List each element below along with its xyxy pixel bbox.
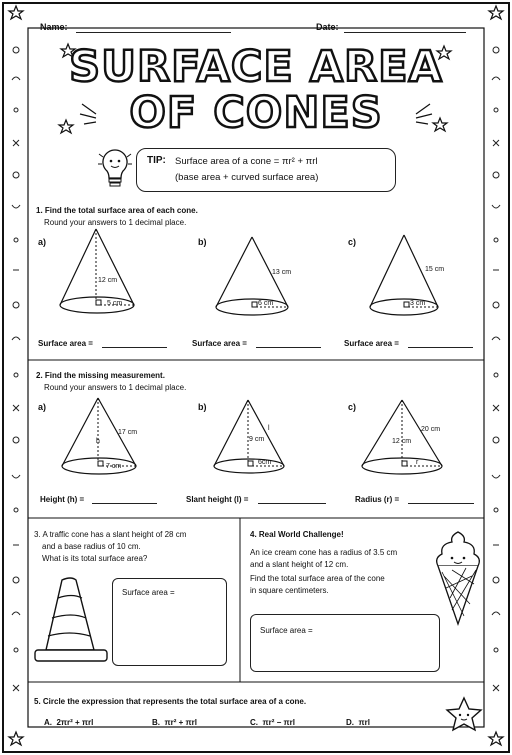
q4-heading: 4. Real World Challenge! bbox=[250, 530, 344, 539]
q3-line-2: and a base radius of 10 cm. bbox=[42, 542, 141, 551]
q4-line-4: in square centimeters. bbox=[250, 586, 329, 595]
q1b-cone bbox=[212, 233, 292, 319]
lightbulb-icon bbox=[97, 146, 133, 192]
q5-option-b-letter: B. bbox=[152, 718, 160, 727]
q5-option-d-expr: πrl bbox=[358, 718, 370, 727]
tip-formula: Surface area of a cone = πr² + πrl bbox=[175, 156, 318, 167]
q1c-answer-line[interactable] bbox=[408, 347, 473, 348]
q5-option-d[interactable] bbox=[346, 718, 370, 727]
q1c-radius: 3 cm bbox=[410, 300, 426, 307]
q5-option-b[interactable] bbox=[152, 718, 197, 727]
q1a-letter: a) bbox=[38, 237, 47, 247]
q5-option-a-letter: A. bbox=[44, 718, 52, 727]
q4-answer-box[interactable] bbox=[250, 614, 440, 672]
tip-label: TIP: bbox=[147, 155, 166, 166]
q1b-answer-line[interactable] bbox=[256, 347, 321, 348]
q2b-answer-line[interactable] bbox=[258, 503, 326, 504]
q2b-answer-label: Slant height (l) = bbox=[186, 495, 249, 504]
q2a-height: h bbox=[96, 438, 100, 445]
q2c-answer-line[interactable] bbox=[408, 503, 474, 504]
q1a-radius: 5 cm bbox=[107, 300, 123, 307]
traffic-cone-icon bbox=[32, 574, 110, 666]
q1a-answer-line[interactable] bbox=[102, 347, 167, 348]
q2c-letter: c) bbox=[348, 402, 357, 412]
q1-heading: 1. Find the total surface area of each cone. bbox=[36, 206, 198, 215]
q2c-height: 12 cm bbox=[392, 438, 412, 445]
date-line[interactable] bbox=[344, 32, 466, 33]
tip-box bbox=[136, 148, 396, 192]
q4-answer-label: Surface area = bbox=[260, 626, 313, 635]
q1b-radius: 6 cm bbox=[258, 300, 274, 307]
q1c-cone bbox=[364, 231, 444, 319]
q4-line-3: Find the total surface area of the cone bbox=[250, 574, 385, 583]
tip-explanation: (base area + curved surface area) bbox=[175, 172, 319, 183]
q1c-slant: 15 cm bbox=[425, 266, 445, 273]
q2c-answer-label: Radius (r) = bbox=[355, 495, 400, 504]
q2a-slant: 17 cm bbox=[118, 429, 138, 436]
q5-option-a[interactable] bbox=[44, 718, 93, 727]
q3-line-3: What is its total surface area? bbox=[42, 554, 148, 563]
name-line[interactable] bbox=[76, 32, 231, 33]
q5-option-b-expr: πr² + πrl bbox=[164, 718, 197, 727]
q2b-letter: b) bbox=[198, 402, 207, 412]
q2a-radius: 7 cm bbox=[106, 463, 122, 470]
q4-line-2: and a slant height of 12 cm. bbox=[250, 560, 349, 569]
date-label: Date: bbox=[316, 22, 339, 32]
q1a-answer-label: Surface area = bbox=[38, 339, 93, 348]
q2a-answer-line[interactable] bbox=[92, 503, 157, 504]
q1c-answer-label: Surface area = bbox=[344, 339, 399, 348]
q2c-slant: 20 cm bbox=[421, 426, 441, 433]
q4-line-1: An ice cream cone has a radius of 3.5 cm bbox=[250, 548, 398, 557]
q5-option-c-expr: πr² − πrl bbox=[262, 718, 295, 727]
q2-heading: 2. Find the missing measurement. bbox=[36, 371, 165, 380]
q2a-letter: a) bbox=[38, 402, 47, 412]
q3-answer-label: Surface area = bbox=[122, 588, 175, 597]
star-mascot-icon bbox=[444, 696, 484, 736]
q2-subheading: Round your answers to 1 decimal place. bbox=[44, 383, 187, 392]
q5-heading: 5. Circle the expression that represents the total surface area of a cone. bbox=[34, 697, 307, 706]
q5-option-a-expr: 2πr² + πrl bbox=[56, 718, 94, 727]
q1a-cone bbox=[56, 225, 140, 317]
q5-option-c[interactable] bbox=[250, 718, 295, 727]
ice-cream-icon bbox=[432, 528, 484, 628]
q2b-height: 9 cm bbox=[249, 436, 265, 443]
q5-option-d-letter: D. bbox=[346, 718, 354, 727]
q1b-slant: 13 cm bbox=[272, 269, 292, 276]
q1c-letter: c) bbox=[348, 237, 357, 247]
q1b-answer-label: Surface area = bbox=[192, 339, 247, 348]
q2c-cone bbox=[358, 396, 448, 478]
q2a-cone bbox=[58, 394, 142, 480]
q2c-radius: r bbox=[416, 459, 419, 466]
q2b-slant: l bbox=[268, 425, 270, 432]
title-line-1: SURFACE AREA bbox=[69, 42, 443, 92]
q2b-radius: 6cm bbox=[258, 459, 272, 466]
q1a-height: 12 cm bbox=[98, 277, 118, 284]
q2a-answer-label: Height (h) = bbox=[40, 495, 85, 504]
title-line-2: OF CONES bbox=[129, 88, 383, 138]
q5-option-c-letter: C. bbox=[250, 718, 258, 727]
name-label: Name: bbox=[40, 22, 68, 32]
q3-line-1: 3. A traffic cone has a slant height of 28 cm bbox=[34, 530, 187, 539]
q1b-letter: b) bbox=[198, 237, 207, 247]
q1-subheading: Round your answers to 1 decimal place. bbox=[44, 218, 187, 227]
